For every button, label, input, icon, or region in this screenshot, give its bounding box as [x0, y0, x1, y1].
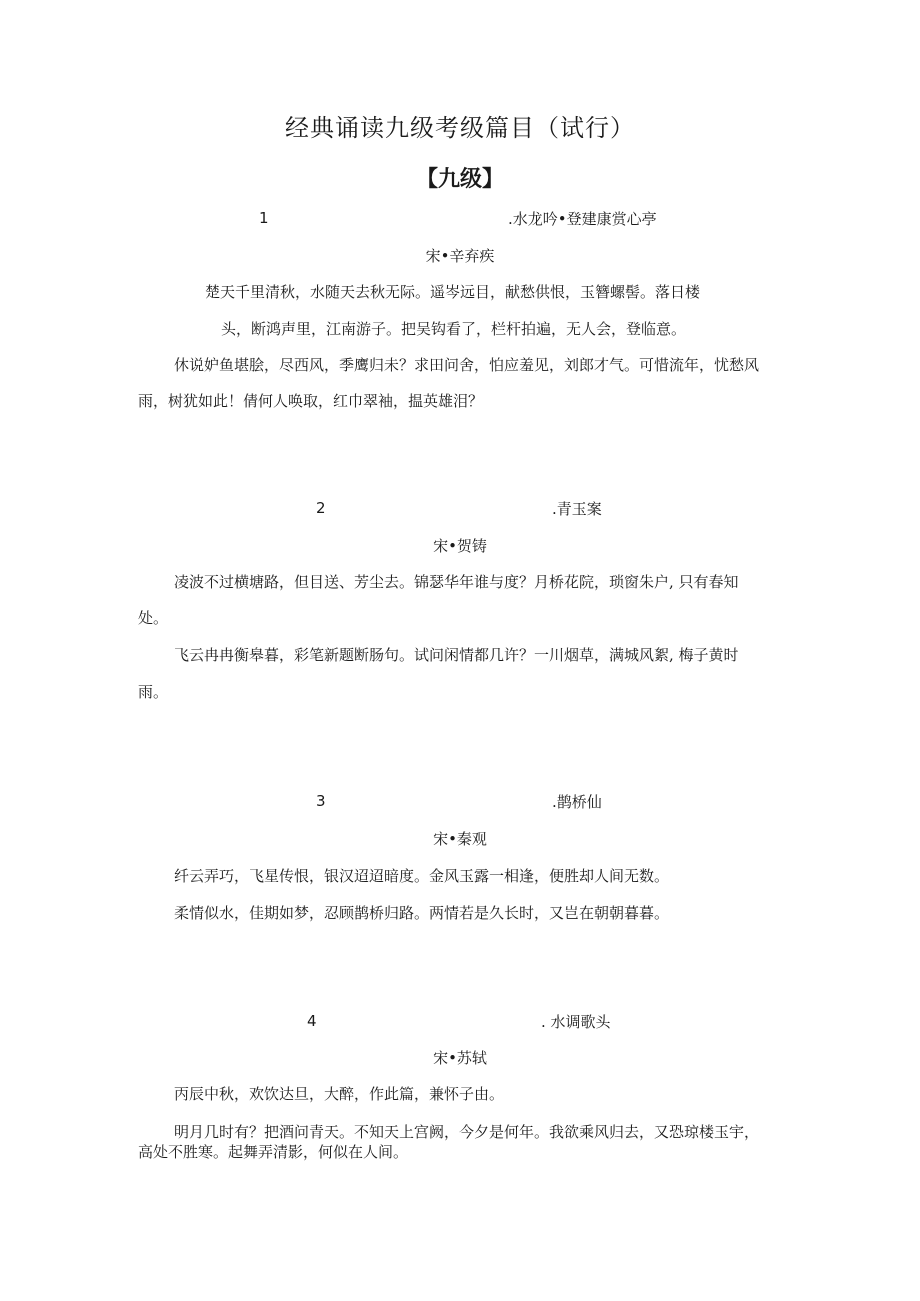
- poem-author: 宋•辛弃疾: [425, 247, 495, 265]
- poem-title: .水龙吟•登建康赏心亭: [508, 210, 657, 228]
- poem-line: 雨，树犹如此！倩何人唤取，红巾翠袖，揾英雄泪？: [138, 392, 484, 410]
- poem-line: 柔情似水，佳期如梦，忍顾鹊桥归路。两情若是久长时，又岂在朝朝暮暮。: [174, 904, 670, 922]
- poem-line: 楚天千里清秋，水随天去秋无际。遥岑远目，献愁供恨，玉簪螺髻。落日楼: [205, 283, 701, 301]
- poem-number: 1: [259, 209, 269, 227]
- poem-title: .鹊桥仙: [552, 793, 602, 811]
- poem-number: 2: [316, 499, 326, 517]
- poem-line: 纤云弄巧，飞星传恨，银汉迢迢暗度。金风玉露一相逢，便胜却人间无数。: [174, 867, 670, 885]
- poem-author: 宋•秦观: [433, 830, 487, 848]
- poem-line: 处。: [138, 609, 169, 627]
- poem-line: 头，断鸿声里，江南游子。把吴钩看了，栏杆拍遍，无人会，登临意。: [221, 320, 687, 338]
- poem-line: 雨。: [138, 683, 169, 701]
- poem-title: .青玉案: [552, 500, 602, 518]
- poem-author: 宋•苏轼: [433, 1049, 487, 1067]
- poem-author: 宋•贺铸: [433, 537, 487, 555]
- poem-line: 高处不胜寒。起舞弄清影，何似在人间。: [138, 1143, 409, 1161]
- poem-line: 凌波不过横塘路，但目送、芳尘去。锦瑟华年谁与度？月桥花院，琐窗朱户, 只有春知: [174, 573, 739, 591]
- poem-number: 4: [307, 1012, 317, 1030]
- document-title: 经典诵读九级考级篇目（试行）: [285, 114, 635, 142]
- poem-line: 飞云冉冉衡皋暮，彩笔新题断肠句。试问闲情都几许？一川烟草，满城风絮, 梅子黄时: [174, 646, 739, 664]
- poem-line: 丙辰中秋，欢饮达旦，大醉，作此篇，兼怀子由。: [174, 1085, 505, 1103]
- poem-line: 明月几时有？把酒问青天。不知天上宫阙，今夕是何年。我欲乘风归去，又恐琼楼玉宇，: [174, 1123, 760, 1141]
- poem-number: 3: [316, 792, 326, 810]
- level-heading: 【九级】: [415, 166, 504, 192]
- poem-title: . 水调歌头: [541, 1013, 611, 1031]
- poem-line: 休说妒鱼堪脍，尽西风，季鹰归未？求田问舍，怕应羞见，刘郎才气。可惜流年，忧愁风: [174, 356, 760, 374]
